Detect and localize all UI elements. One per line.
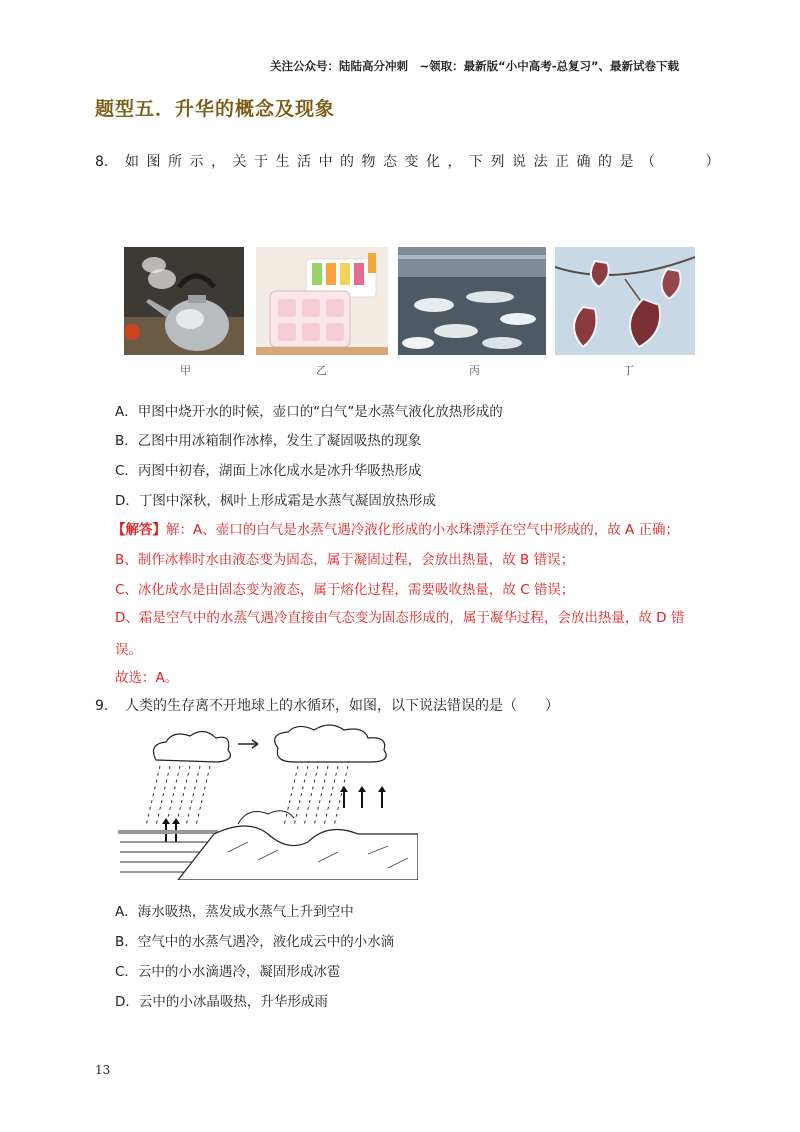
question-8-text: 如图所示，关于生活中的物态变化，下列说法正确的是（ ） — [125, 154, 727, 170]
q9-option-c: C．云中的小水滴遇冷，凝固形成冰雹 — [115, 964, 341, 980]
section-title: 题型五．升华的概念及现象 — [95, 98, 336, 120]
caption-bing: 丙 — [469, 364, 480, 377]
photo-kettle — [124, 247, 244, 355]
q8-option-c: C．丙图中初春，湖面上冰化成水是冰升华吸热形成 — [115, 463, 422, 479]
answer-line-1 — [112, 518, 679, 538]
answer-line-4: D、霜是空气中的水蒸气遇冷直接由气态变为固态形成的，属于凝华过程，会放出热量，故 D 错 — [115, 610, 685, 626]
question-9-stem — [95, 695, 559, 715]
q9-option-a: A．海水吸热，蒸发成水蒸气上升到空中 — [115, 904, 354, 920]
answer-line-2: B、制作冰棒时水由液态变为固态，属于凝固过程，会放出热量，故 B 错误； — [115, 552, 575, 568]
photo-ice-lolly — [256, 247, 388, 355]
q8-option-d: D．丁图中深秋，枫叶上形成霜是水蒸气凝固放热形成 — [115, 493, 436, 509]
page-number: 13 — [95, 1063, 111, 1077]
q9-option-d: D．云中的小冰晶吸热，升华形成雨 — [115, 994, 328, 1010]
question-8-stem — [95, 151, 727, 171]
answer-line-6: 故选：A。 — [115, 670, 179, 686]
answer-line-5: 误。 — [115, 642, 142, 658]
caption-ding: 丁 — [623, 364, 634, 377]
question-9-number: 9. — [95, 698, 109, 714]
question-8-number: 8. — [95, 154, 109, 170]
caption-yi: 乙 — [316, 364, 327, 377]
photo-frost-leaves — [555, 247, 695, 355]
caption-jia: 甲 — [180, 364, 191, 377]
question-9-text: 人类的生存离不开地球上的水循环，如图，以下说法错误的是（ ） — [125, 698, 559, 714]
q9-option-b: B．空气中的水蒸气遇冷，液化成云中的小水滴 — [115, 934, 395, 950]
q8-option-a: A．甲图中烧开水的时候，壶口的“白气”是水蒸气液化放热形成的 — [115, 404, 503, 420]
answer-line-1-text: 解：A、壶口的白气是水蒸气遇冷液化形成的小水珠漂浮在空气中形成的，故 A 正确； — [166, 522, 680, 538]
page-header: 关注公众号：陆陆高分冲刺 ~领取：最新版“小中高考-总复习”、最新试卷下载 — [270, 59, 680, 73]
water-cycle-diagram — [118, 722, 418, 880]
photo-melting-ice — [398, 247, 546, 355]
answer-line-3: C、冰化成水是由固态变为液态，属于熔化过程，需要吸收热量，故 C 错误； — [115, 582, 575, 598]
q8-option-b: B．乙图中用冰箱制作冰棒，发生了凝固吸热的现象 — [115, 433, 422, 449]
answer-tag: 【解答】 — [112, 522, 166, 538]
